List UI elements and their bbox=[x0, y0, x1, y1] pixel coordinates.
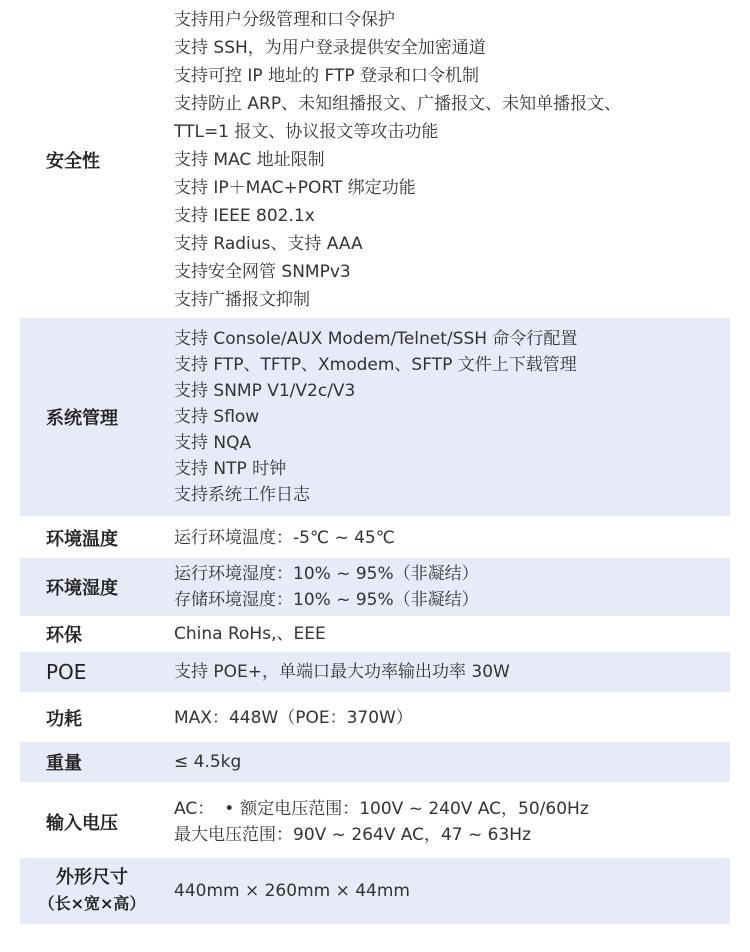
value-line: 支持 IP＋MAC+PORT 绑定功能 bbox=[174, 178, 416, 198]
value-line: 支持 SNMP V1/V2c/V3 bbox=[174, 381, 356, 401]
value-line: 440mm × 260mm × 44mm bbox=[174, 881, 410, 901]
row-system-management bbox=[20, 318, 730, 516]
value-line: 支持广播报文抑制 bbox=[174, 290, 310, 310]
row-environmental bbox=[20, 618, 730, 650]
value-line: 支持 NQA bbox=[174, 433, 252, 453]
value-line: 支持 FTP、TFTP、Xmodem、SFTP 文件上下载管理 bbox=[174, 355, 577, 375]
value-line: 最大电压范围：90V ~ 264V AC，47 ~ 63Hz bbox=[174, 825, 532, 845]
value-line: 支持安全网管 SNMPv3 bbox=[174, 262, 351, 282]
row-label: 重量 bbox=[46, 753, 82, 774]
value-line: 支持可控 IP 地址的 FTP 登录和口令机制 bbox=[174, 66, 479, 86]
row-values bbox=[174, 704, 730, 732]
row-security bbox=[20, 6, 730, 314]
row-values bbox=[174, 524, 730, 552]
row-temperature bbox=[20, 520, 730, 556]
dimensions-sublabel: （长×宽×高） bbox=[38, 894, 146, 913]
value-line bbox=[174, 796, 730, 822]
row-values bbox=[164, 877, 730, 905]
value-line: 支持 Console/AUX Modem/Telnet/SSH 命令行配置 bbox=[174, 329, 578, 349]
row-label: 输入电压 bbox=[46, 813, 118, 834]
value-line: 支持 NTP 时钟 bbox=[174, 459, 287, 479]
dimensions-label: 外形尺寸 bbox=[56, 867, 128, 888]
row-humidity bbox=[20, 558, 730, 616]
value-line: 运行环境湿度：10% ~ 95%（非凝结） bbox=[174, 564, 479, 584]
row-label: POE bbox=[46, 660, 87, 684]
value-line: 支持 Sflow bbox=[174, 407, 260, 427]
value-line: MAX：448W（POE：370W） bbox=[174, 708, 413, 728]
value-line: 支持系统工作日志 bbox=[174, 485, 310, 505]
value-line: 支持 SSH，为用户登录提供安全加密通道 bbox=[174, 38, 486, 58]
row-poe bbox=[20, 652, 730, 692]
row-label: 系统管理 bbox=[46, 408, 118, 429]
ac-prefix: AC： bbox=[174, 799, 215, 819]
value-line: 存储环境湿度：10% ~ 95%（非凝结） bbox=[174, 590, 479, 610]
row-values bbox=[174, 658, 730, 686]
value-line: 支持用户分级管理和口令保护 bbox=[174, 10, 395, 30]
row-label: 环境湿度 bbox=[46, 578, 118, 599]
value-line: TTL=1 报文、协议报文等攻击功能 bbox=[174, 122, 439, 142]
row-values bbox=[174, 620, 730, 648]
row-label bbox=[20, 865, 164, 917]
row-label: 安全性 bbox=[46, 151, 100, 172]
row-values bbox=[174, 561, 730, 613]
row-label: 环境温度 bbox=[46, 529, 118, 550]
row-power-consumption bbox=[20, 698, 730, 738]
value-line: ≤ 4.5kg bbox=[174, 752, 242, 772]
row-values bbox=[174, 6, 730, 314]
rated-voltage: 额定电压范围：100V ~ 240V AC，50/60Hz bbox=[240, 799, 589, 819]
row-values bbox=[174, 796, 730, 848]
value-line: 支持 POE+，单端口最大功率输出功率 30W bbox=[174, 662, 510, 682]
value-line: 支持 Radius、支持 AAA bbox=[174, 234, 363, 254]
bullet-icon: • bbox=[224, 799, 235, 819]
row-values bbox=[174, 748, 730, 776]
row-weight bbox=[20, 742, 730, 782]
value-line: 支持防止 ARP、未知组播报文、广播报文、未知单播报文、 bbox=[174, 94, 622, 114]
row-label: 环保 bbox=[46, 625, 82, 646]
value-line: 运行环境温度：-5℃ ~ 45℃ bbox=[174, 528, 395, 548]
value-line: 支持 IEEE 802.1x bbox=[174, 206, 315, 226]
value-line: China RoHs,、EEE bbox=[174, 624, 326, 644]
row-input-voltage bbox=[20, 790, 730, 854]
row-dimensions bbox=[20, 858, 730, 924]
row-values bbox=[174, 326, 730, 508]
value-line: 支持 MAC 地址限制 bbox=[174, 150, 325, 170]
row-label: 功耗 bbox=[46, 709, 82, 730]
